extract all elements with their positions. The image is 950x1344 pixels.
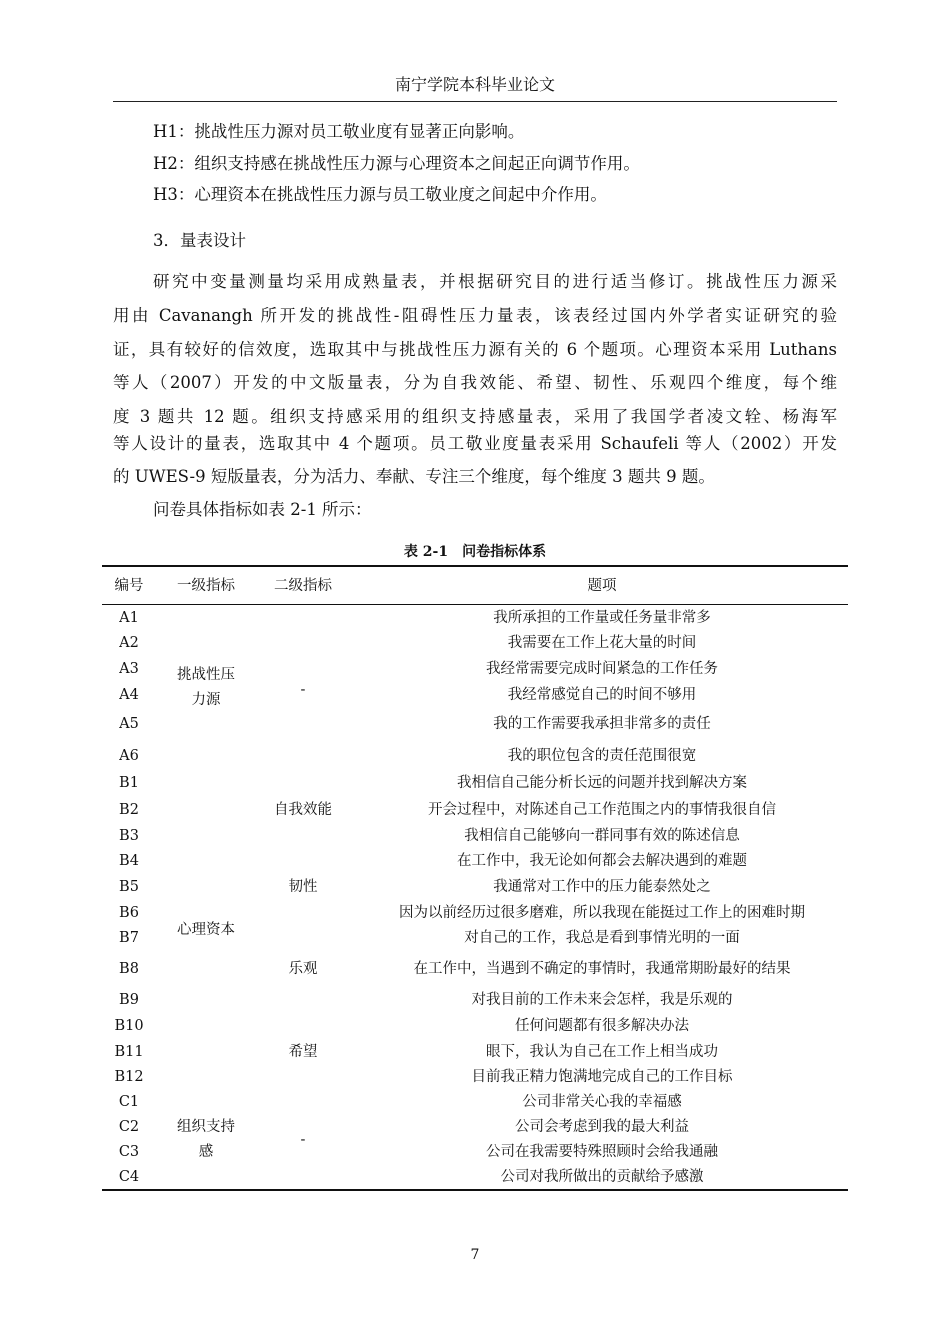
column-header-level1: 一级指标 (177, 578, 235, 594)
paragraph-line: 证，具有较好的信效度，选取其中与挑战性压力源有关的 6 个题项。心理资本采用 Luthans (113, 340, 837, 359)
page-number: 7 (470, 1247, 480, 1263)
table-caption: 表 2-1 问卷指标体系 (403, 544, 547, 560)
row-code: A5 (119, 716, 139, 732)
row-item: 我相信自己能够向一群同事有效的陈述信息 (464, 828, 740, 844)
row-item: 因为以前经历过很多磨难，所以我现在能挺过工作上的困难时期 (399, 905, 805, 921)
row-code: B12 (114, 1069, 144, 1085)
paragraph-line: 等人（2007）开发的中文版量表，分为自我效能、希望、韧性、乐观四个维度，每个维 (113, 373, 837, 392)
level2-dash: - (300, 1132, 306, 1148)
row-code: B10 (114, 1018, 144, 1034)
row-code: C2 (118, 1119, 140, 1135)
row-item: 对自己的工作，我总是看到事情光明的一面 (464, 930, 740, 946)
row-code: B6 (119, 905, 139, 921)
table-bottom-rule (102, 1189, 848, 1191)
table-top-rule (102, 565, 848, 567)
level2-hope: 希望 (288, 1044, 318, 1060)
row-code: B11 (114, 1044, 144, 1060)
column-header-code: 编号 (114, 578, 144, 594)
paragraph-line: 用由 Cavanangh 所开发的挑战性-阻碍性压力量表，该表经过国内外学者实证研究的验 (113, 306, 837, 325)
level1-org-support: 组织支持 (177, 1119, 235, 1135)
level1-org-support-cont: 感 (198, 1144, 214, 1160)
hypothesis-h1: H1：挑战性压力源对员工敬业度有显著正向影响。 (153, 122, 525, 141)
paragraph-line: 研究中变量测量均采用成熟量表，并根据研究目的进行适当修订。挑战性压力源采 (153, 272, 837, 291)
level2-optimism: 乐观 (288, 961, 318, 977)
row-code: B4 (119, 853, 139, 869)
row-item: 在工作中，我无论如何都会去解决遇到的难题 (457, 853, 747, 869)
level1-challenge-stressor: 挑战性压 (177, 667, 235, 683)
row-code: B8 (119, 961, 139, 977)
row-item: 我的工作需要我承担非常多的责任 (493, 716, 711, 732)
row-item: 我通常对工作中的压力能泰然处之 (493, 879, 711, 895)
paragraph-line: 度 3 题共 12 题。组织支持感采用的组织支持感量表，采用了我国学者凌文辁、杨海军 (113, 407, 837, 426)
row-item: 目前我正精力饱满地完成自己的工作目标 (471, 1069, 733, 1085)
row-item: 公司会考虑到我的最大利益 (515, 1119, 689, 1135)
hypothesis-h3: H3：心理资本在挑战性压力源与员工敬业度之间起中介作用。 (153, 185, 607, 204)
row-code: A3 (119, 661, 139, 677)
table-header-rule (102, 604, 848, 605)
row-code: B2 (119, 802, 139, 818)
row-code: A2 (119, 635, 139, 651)
row-code: B3 (119, 828, 139, 844)
running-header: 南宁学院本科毕业论文 (394, 75, 555, 94)
section-heading: 3．量表设计 (153, 231, 246, 250)
row-item: 我相信自己能分析长远的问题并找到解决方案 (457, 775, 747, 791)
row-code: B9 (119, 992, 139, 1008)
paragraph-line: 等人设计的量表，选取其中 4 个题项。员工敬业度量表采用 Schaufeli 等人（2002）开发 (113, 434, 837, 453)
row-item: 任何问题都有很多解决办法 (515, 1018, 689, 1034)
level2-self-efficacy: 自我效能 (274, 802, 332, 818)
level1-challenge-stressor-cont: 力源 (191, 692, 221, 708)
hypothesis-h2: H2：组织支持感在挑战性压力源与心理资本之间起正向调节作用。 (153, 154, 640, 173)
row-item: 我所承担的工作量或任务量非常多 (493, 610, 711, 626)
row-item: 对我目前的工作未来会怎样，我是乐观的 (471, 992, 733, 1008)
row-item: 开会过程中，对陈述自己工作范围之内的事情我很自信 (428, 802, 776, 818)
level2-resilience: 韧性 (288, 879, 318, 895)
row-code: A1 (119, 610, 139, 626)
row-code: A4 (119, 687, 139, 703)
row-code: B7 (119, 930, 139, 946)
row-item: 我经常需要完成时间紧急的工作任务 (486, 661, 718, 677)
header-rule (113, 101, 837, 102)
row-item: 我的职位包含的责任范围很宽 (507, 748, 697, 764)
row-code: A6 (119, 748, 139, 764)
row-code: C4 (118, 1169, 140, 1185)
table-intro: 问卷具体指标如表 2-1 所示： (153, 500, 372, 519)
level1-psychological-capital: 心理资本 (177, 922, 235, 938)
column-header-item: 题项 (587, 578, 617, 594)
row-item: 在工作中，当遇到不确定的事情时，我通常期盼最好的结果 (413, 961, 791, 977)
row-code: C1 (118, 1094, 140, 1110)
row-item: 公司在我需要特殊照顾时会给我通融 (486, 1144, 718, 1160)
level2-dash: - (300, 682, 306, 698)
row-item: 眼下，我认为自己在工作上相当成功 (486, 1044, 718, 1060)
row-item: 我经常感觉自己的时间不够用 (507, 687, 697, 703)
row-code: B1 (119, 775, 139, 791)
row-item: 公司非常关心我的幸福感 (522, 1094, 682, 1110)
paragraph-line: 的 UWES-9 短版量表，分为活力、奉献、专注三个维度，每个维度 3 题共 9 题。 (113, 467, 715, 486)
row-item: 公司对我所做出的贡献给予感激 (500, 1169, 704, 1185)
column-header-level2: 二级指标 (274, 578, 332, 594)
row-code: B5 (119, 879, 139, 895)
row-code: C3 (118, 1144, 140, 1160)
row-item: 我需要在工作上花大量的时间 (507, 635, 697, 651)
